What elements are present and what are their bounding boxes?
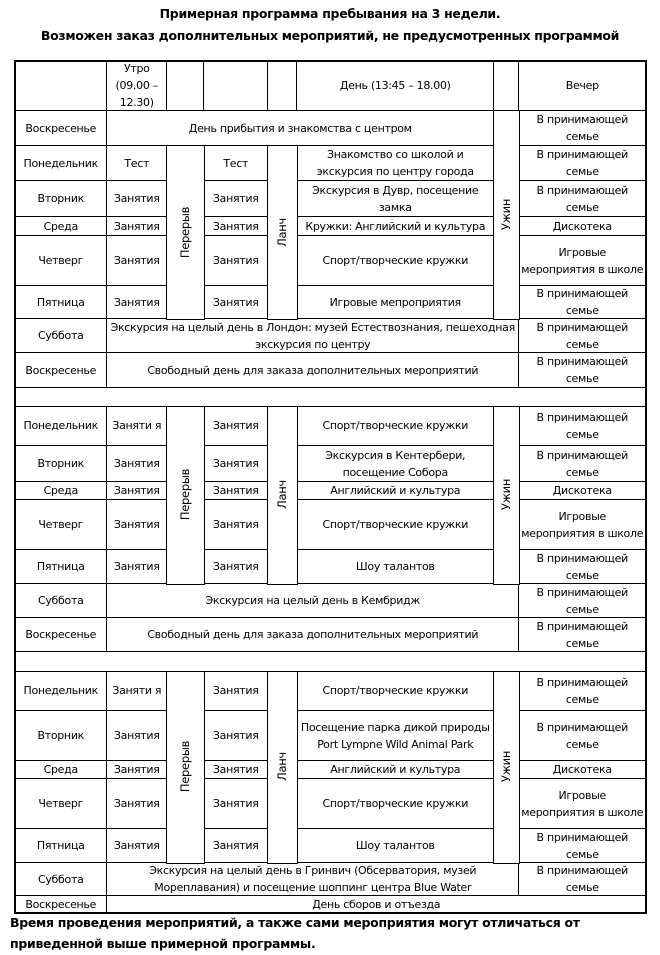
morning-session-2: [203, 235, 269, 287]
page-subtitle: Возможен заказ дополнительных мероприятий, не предусмотренных программой: [40, 28, 620, 43]
evening-activity: [518, 216, 647, 237]
afternoon-activity-text: Экскурсия в Дувр, посещение замка: [312, 183, 479, 214]
morning-session-2-text: Занятия: [212, 729, 259, 743]
day-name-cell-text: Пятница: [36, 839, 85, 853]
afternoon-activity: [296, 778, 495, 830]
day-name-cell: [14, 862, 108, 897]
full-day-activity-text: Экскурсия на целый день в Гринвич (Обсерватория, музей Мореплавания) и посещение шоппинг центра Blue Water: [149, 864, 477, 895]
afternoon-activity: [296, 670, 495, 712]
morning-session-1-text: Заняти я: [112, 419, 162, 433]
morning-session-1: [106, 405, 168, 447]
day-name-cell: [14, 895, 108, 914]
day-name-cell-text: Воскресенье: [25, 363, 97, 377]
dinner-label-text: Ужин: [498, 751, 513, 783]
day-name-cell-text: Понедельник: [23, 156, 99, 170]
morning-session-2-text: Занятия: [212, 684, 259, 698]
morning-session-1: [106, 710, 168, 762]
evening-activity: [518, 710, 647, 762]
morning-session-1: [106, 481, 168, 501]
evening-activity: [518, 180, 647, 218]
evening-activity: [518, 670, 647, 712]
full-day-activity: [106, 617, 520, 653]
evening-activity-text: В принимающей семье: [536, 287, 628, 318]
break-label-text: Перерыв: [177, 469, 192, 521]
evening-activity: [518, 445, 647, 483]
day-name-cell-text: Среда: [43, 219, 78, 233]
full-day-activity: [106, 583, 520, 619]
morning-session-2: [203, 549, 269, 585]
lunch-label: [267, 670, 298, 864]
dinner-label: [493, 405, 520, 585]
evening-activity: [518, 481, 647, 501]
morning-session-2-text: Занятия: [212, 518, 259, 532]
dinner-label: [493, 670, 520, 864]
evening-activity: [518, 583, 647, 619]
evening-activity-text: В принимающей семье: [536, 183, 628, 214]
day-name-cell-text: Суббота: [37, 594, 84, 608]
morning-session-2-text: Занятия: [212, 839, 259, 853]
header-day-cell: [14, 60, 108, 112]
afternoon-activity: [296, 710, 495, 762]
morning-session-2: [203, 285, 269, 320]
morning-session-1-text: Занятия: [113, 254, 160, 268]
day-name-cell: [14, 445, 108, 483]
header-morning-text: Утро (09.00 – 12.30): [115, 62, 158, 110]
morning-session-1-text: Занятия: [113, 295, 160, 309]
morning-session-1-text: Занятия: [113, 518, 160, 532]
day-name-cell: [14, 617, 108, 653]
evening-activity: [518, 617, 647, 653]
morning-session-1: [106, 499, 168, 551]
full-day-activity: [106, 862, 520, 897]
afternoon-activity: [296, 445, 495, 483]
day-name-cell: [14, 216, 108, 237]
day-name-cell: [14, 828, 108, 864]
morning-session-1: [106, 285, 168, 320]
dinner-label: [493, 110, 520, 320]
evening-activity-text: В принимающей семье: [536, 619, 628, 650]
full-day-activity-text: День прибытия и знакомства с центром: [188, 121, 412, 135]
morning-session-2: [203, 499, 269, 551]
lunch-label: [267, 405, 298, 585]
evening-activity-text: Дискотека: [552, 219, 612, 233]
evening-activity-text: В принимающей семье: [536, 864, 628, 895]
afternoon-activity: [296, 499, 495, 551]
evening-activity: [518, 760, 647, 780]
day-name-cell: [14, 235, 108, 287]
day-name-cell: [14, 318, 108, 354]
afternoon-activity-text: Спорт/творческие кружки: [322, 419, 469, 433]
departure-cell: [106, 895, 647, 914]
morning-session-2: [203, 778, 269, 830]
day-name-cell: [14, 499, 108, 551]
evening-activity: [518, 318, 647, 354]
day-name-cell-text: Воскресенье: [25, 897, 97, 911]
evening-activity: [518, 145, 647, 182]
day-name-cell-text: Понедельник: [23, 684, 99, 698]
day-name-cell-text: Воскресенье: [25, 121, 97, 135]
morning-session-2-text: Занятия: [212, 484, 259, 498]
day-name-cell-text: Суббота: [37, 872, 84, 886]
morning-session-1-text: Тест: [124, 156, 150, 170]
morning-session-2-text: Занятия: [212, 419, 259, 433]
evening-activity-text: В принимающей семье: [536, 830, 628, 861]
day-name-cell: [14, 583, 108, 619]
lunch-label: [267, 145, 298, 320]
day-name-cell-text: Среда: [43, 763, 78, 777]
evening-activity: [518, 285, 647, 320]
morning-session-2: [203, 216, 269, 237]
header-morning: [106, 60, 168, 112]
evening-activity-text: Игровые мероприятия в школе: [521, 509, 644, 540]
full-day-activity-text: Экскурсия на целый день в Лондон: музей Естествознания, пешеходная экскурсия по центру: [110, 320, 515, 351]
full-day-activity-text: Свободный день для заказа дополнительных мероприятий: [147, 363, 479, 377]
morning-session-1-text: Занятия: [113, 763, 160, 777]
afternoon-activity: [296, 828, 495, 864]
day-name-cell: [14, 710, 108, 762]
day-name-cell-text: Вторник: [37, 457, 85, 471]
morning-session-1: [106, 670, 168, 712]
day-name-cell-text: Четверг: [38, 254, 84, 268]
morning-session-1: [106, 180, 168, 218]
day-name-cell-text: Понедельник: [23, 419, 99, 433]
morning-session-1-text: Заняти я: [112, 684, 162, 698]
day-name-cell: [14, 352, 108, 389]
morning-session-2-text: Занятия: [212, 457, 259, 471]
evening-activity-text: В принимающей семье: [536, 448, 628, 479]
evening-activity-text: В принимающей семье: [536, 675, 628, 706]
day-name-cell-text: Четверг: [38, 518, 84, 532]
footer-note: Время проведения мероприятий, а также сами мероприятия могут отличаться от приведенной выше примерной программы.: [10, 915, 580, 951]
day-name-cell-text: Вторник: [37, 729, 85, 743]
afternoon-activity-text: Шоу талантов: [355, 560, 435, 574]
morning-session-2-text: Занятия: [212, 295, 259, 309]
evening-activity-text: В принимающей семье: [536, 585, 628, 616]
morning-session-1: [106, 216, 168, 237]
day-name-cell: [14, 481, 108, 501]
day-name-cell: [14, 405, 108, 447]
day-name-cell-text: Пятница: [36, 295, 85, 309]
morning-session-1: [106, 778, 168, 830]
dinner-label-text: Ужин: [498, 479, 513, 511]
break-label-text: Перерыв: [177, 206, 192, 258]
morning-session-2: [203, 180, 269, 218]
day-name-cell: [14, 549, 108, 585]
evening-activity: [518, 549, 647, 585]
morning-session-1: [106, 235, 168, 287]
full-day-activity-text: Свободный день для заказа дополнительных мероприятий: [147, 628, 479, 642]
evening-activity-text: В принимающей семье: [536, 410, 628, 441]
morning-session-2: [203, 445, 269, 483]
morning-session-1: [106, 445, 168, 483]
afternoon-activity: [296, 180, 495, 218]
header-blank-3: [267, 60, 298, 112]
morning-session-2: [203, 405, 269, 447]
morning-session-2-text: Тест: [223, 156, 249, 170]
lunch-label-text: Ланч: [274, 752, 289, 782]
evening-activity-text: В принимающей семье: [536, 320, 628, 351]
afternoon-activity-text: Английский и культура: [330, 763, 461, 777]
morning-session-2: [203, 760, 269, 780]
break-label-text: Перерыв: [177, 741, 192, 793]
morning-session-2-text: Занятия: [212, 560, 259, 574]
evening-activity: [518, 499, 647, 551]
afternoon-activity-text: Экскурсия в Кентербери, посещение Собора: [325, 448, 466, 479]
afternoon-activity-text: Игровые мепроприятия: [329, 295, 461, 309]
day-name-cell-text: Вторник: [37, 192, 85, 206]
break-label: [166, 145, 205, 320]
day-name-cell: [14, 285, 108, 320]
afternoon-activity: [296, 285, 495, 320]
day-name-cell: [14, 778, 108, 830]
morning-session-1: [106, 760, 168, 780]
evening-activity: [518, 235, 647, 287]
morning-session-2-text: Занятия: [212, 254, 259, 268]
afternoon-activity-text: Знакомство со школой и экскурсия по центру города: [316, 148, 474, 179]
morning-session-1: [106, 145, 168, 182]
week-separator: [14, 651, 647, 672]
break-label: [166, 405, 205, 585]
day-name-cell-text: Воскресенье: [25, 628, 97, 642]
afternoon-activity: [296, 216, 495, 237]
morning-session-2: [203, 145, 269, 182]
afternoon-activity-text: Спорт/творческие кружки: [322, 254, 469, 268]
full-day-activity: [106, 352, 520, 389]
header-day-text: День (13:45 – 18.00): [339, 79, 451, 93]
header-evening-text: Вечер: [565, 79, 599, 93]
evening-activity: [518, 862, 647, 897]
morning-session-1-text: Занятия: [113, 219, 160, 233]
morning-session-1-text: Занятия: [113, 839, 160, 853]
full-day-activity-text: Экскурсия на целый день в Кембридж: [205, 594, 420, 608]
break-label: [166, 670, 205, 864]
afternoon-activity: [296, 405, 495, 447]
evening-activity: [518, 778, 647, 830]
afternoon-activity: [296, 760, 495, 780]
morning-session-2: [203, 670, 269, 712]
morning-session-2-text: Занятия: [212, 219, 259, 233]
evening-activity: [518, 405, 647, 447]
day-name-cell: [14, 180, 108, 218]
afternoon-activity-text: Спорт/творческие кружки: [322, 684, 469, 698]
header-blank-4: [493, 60, 520, 112]
day-name-cell-text: Пятница: [36, 560, 85, 574]
morning-session-1-text: Занятия: [113, 729, 160, 743]
day-name-cell: [14, 145, 108, 182]
morning-session-1-text: Занятия: [113, 797, 160, 811]
lunch-label-text: Ланч: [274, 217, 289, 247]
evening-activity-text: В принимающей семье: [536, 551, 628, 582]
morning-session-1: [106, 549, 168, 585]
evening-activity-text: В принимающей семье: [536, 113, 628, 144]
morning-session-2: [203, 710, 269, 762]
header-blank-1: [166, 60, 205, 112]
page-title: Примерная программа пребывания на 3 недели.: [159, 6, 501, 21]
evening-activity-text: В принимающей семье: [536, 720, 628, 751]
afternoon-activity-text: Спорт/творческие кружки: [322, 797, 469, 811]
header-blank-2: [203, 60, 269, 112]
morning-session-1-text: Занятия: [113, 560, 160, 574]
afternoon-activity-text: Шоу талантов: [355, 839, 435, 853]
evening-activity: [518, 828, 647, 864]
evening-activity: [518, 110, 647, 147]
afternoon-activity: [296, 549, 495, 585]
evening-activity-text: Игровые мероприятия в школе: [521, 788, 644, 819]
afternoon-activity-text: Посещение парка дикой природы Port Lympne Wild Animal Park: [300, 720, 490, 751]
morning-session-1-text: Занятия: [113, 192, 160, 206]
evening-activity-text: Дискотека: [552, 763, 612, 777]
lunch-label-text: Ланч: [274, 480, 289, 510]
header-evening: [518, 60, 647, 112]
evening-activity-text: Игровые мероприятия в школе: [521, 245, 644, 276]
morning-session-2: [203, 828, 269, 864]
evening-activity-text: В принимающей семье: [536, 355, 628, 386]
full-day-activity: [106, 110, 495, 147]
day-name-cell-text: Суббота: [37, 329, 84, 343]
morning-session-1-text: Занятия: [113, 457, 160, 471]
afternoon-activity-text: Кружки: Английский и культура: [305, 219, 486, 233]
morning-session-2-text: Занятия: [212, 797, 259, 811]
afternoon-activity-text: Английский и культура: [330, 484, 461, 498]
afternoon-activity: [296, 481, 495, 501]
evening-activity: [518, 352, 647, 389]
morning-session-2: [203, 481, 269, 501]
morning-session-1-text: Занятия: [113, 484, 160, 498]
day-name-cell-text: Среда: [43, 484, 78, 498]
header-day: [296, 60, 495, 112]
departure-cell-text: День сборов и отъезда: [312, 897, 441, 911]
day-name-cell: [14, 110, 108, 147]
afternoon-activity-text: Спорт/творческие кружки: [322, 518, 469, 532]
dinner-label-text: Ужин: [498, 199, 513, 231]
week-separator: [14, 387, 647, 407]
day-name-cell: [14, 670, 108, 712]
day-name-cell-text: Четверг: [38, 797, 84, 811]
afternoon-activity: [296, 145, 495, 182]
morning-session-1: [106, 828, 168, 864]
morning-session-2-text: Занятия: [212, 763, 259, 777]
afternoon-activity: [296, 235, 495, 287]
morning-session-2-text: Занятия: [212, 192, 259, 206]
evening-activity-text: Дискотека: [552, 484, 612, 498]
evening-activity-text: В принимающей семье: [536, 148, 628, 179]
full-day-activity: [106, 318, 520, 354]
day-name-cell: [14, 760, 108, 780]
